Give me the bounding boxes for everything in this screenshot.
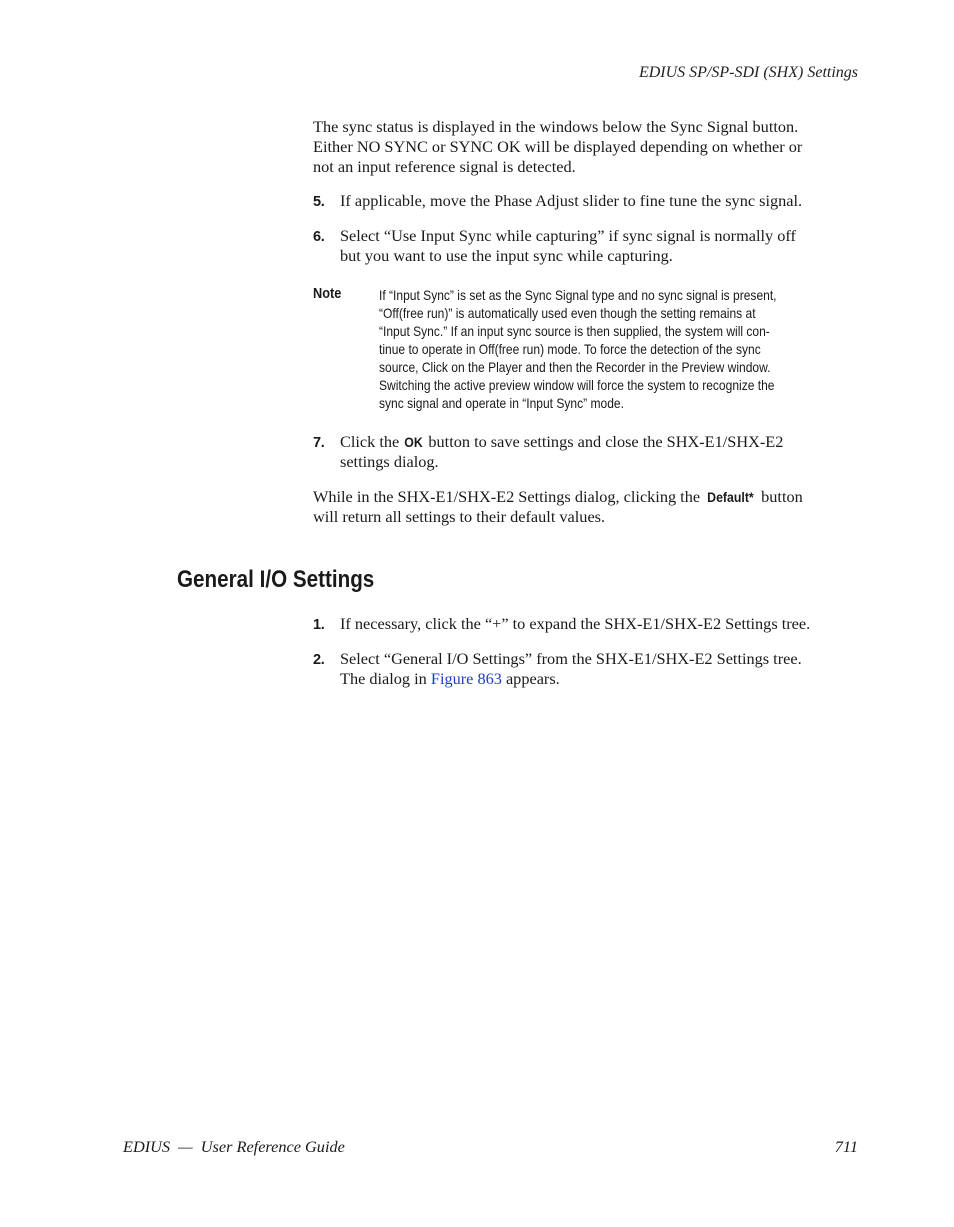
step-text [340, 432, 873, 452]
step-number: 5. [313, 194, 325, 210]
note-line: “Off(free run)” is automatically used even though the setting remains at [379, 305, 756, 321]
step-5 [313, 191, 873, 211]
step-6 [313, 226, 873, 266]
step-text-before: Click the [340, 432, 404, 451]
step-number: 1. [313, 617, 325, 633]
step-text [340, 669, 873, 689]
section-heading: General I/O Settings [177, 566, 375, 593]
step-text: Select “General I/O Settings” from the SHX-E1/SHX-E2 Settings tree. [340, 649, 802, 668]
ok-button-label: OK [404, 434, 424, 450]
default-line: will return all settings to their default values. [313, 507, 606, 526]
note-line: Switching the active preview window will force the system to recognize the [379, 377, 775, 393]
note-line: “Input Sync.” If an input sync source is then supplied, the system will con- [379, 323, 770, 339]
note-line: tinue to operate in Off(free run) mode. To force the detection of the sync [379, 341, 761, 357]
note-text [379, 286, 792, 412]
step-text-before: The dialog in [340, 669, 431, 688]
page-number: 711 [834, 1137, 858, 1156]
default-after: button [757, 487, 803, 506]
step-text: Select “Use Input Sync while capturing” if sync signal is normally off [340, 226, 796, 245]
note-line: sync signal and operate in “Input Sync” mode. [379, 395, 624, 411]
figure-link[interactable]: Figure 863 [430, 669, 502, 688]
step-number: 2. [313, 652, 325, 668]
default-line [313, 487, 863, 507]
step-text-after: button to save settings and close the SHX-E1/SHX-E2 [424, 432, 784, 451]
note-line: source, Click on the Player and then the Recorder in the Preview window. [379, 359, 771, 375]
note-label: Note [313, 286, 342, 302]
step-text: but you want to use the input sync while capturing. [340, 246, 673, 265]
default-paragraph [313, 487, 863, 527]
step-text: If applicable, move the Phase Adjust slider to fine tune the sync signal. [340, 191, 803, 210]
step-2 [313, 649, 873, 689]
step-text: settings dialog. [340, 452, 439, 471]
intro-line: The sync status is displayed in the windows below the Sync Signal button. [313, 117, 799, 136]
running-header: EDIUS SP/SP-SDI (SHX) Settings [638, 64, 858, 81]
step-text: If necessary, click the “+” to expand the SHX-E1/SHX-E2 Settings tree. [340, 614, 811, 633]
intro-line: not an input reference signal is detected. [313, 157, 576, 176]
note-line: If “Input Sync” is set as the Sync Signal type and no sync signal is present, [379, 287, 777, 303]
default-button-label: Default* [707, 489, 754, 505]
default-before: While in the SHX-E1/SHX-E2 Settings dialog, clicking the [313, 487, 705, 506]
step-number: 6. [313, 229, 325, 245]
step-number: 7. [313, 435, 325, 451]
intro-paragraph [313, 117, 863, 177]
footer-title: EDIUS — User Reference Guide [123, 1137, 345, 1156]
step-7 [313, 432, 873, 472]
intro-line: Either NO SYNC or SYNC OK will be displayed depending on whether or [313, 137, 803, 156]
step-text-after: appears. [501, 669, 560, 688]
step-1 [313, 614, 873, 634]
